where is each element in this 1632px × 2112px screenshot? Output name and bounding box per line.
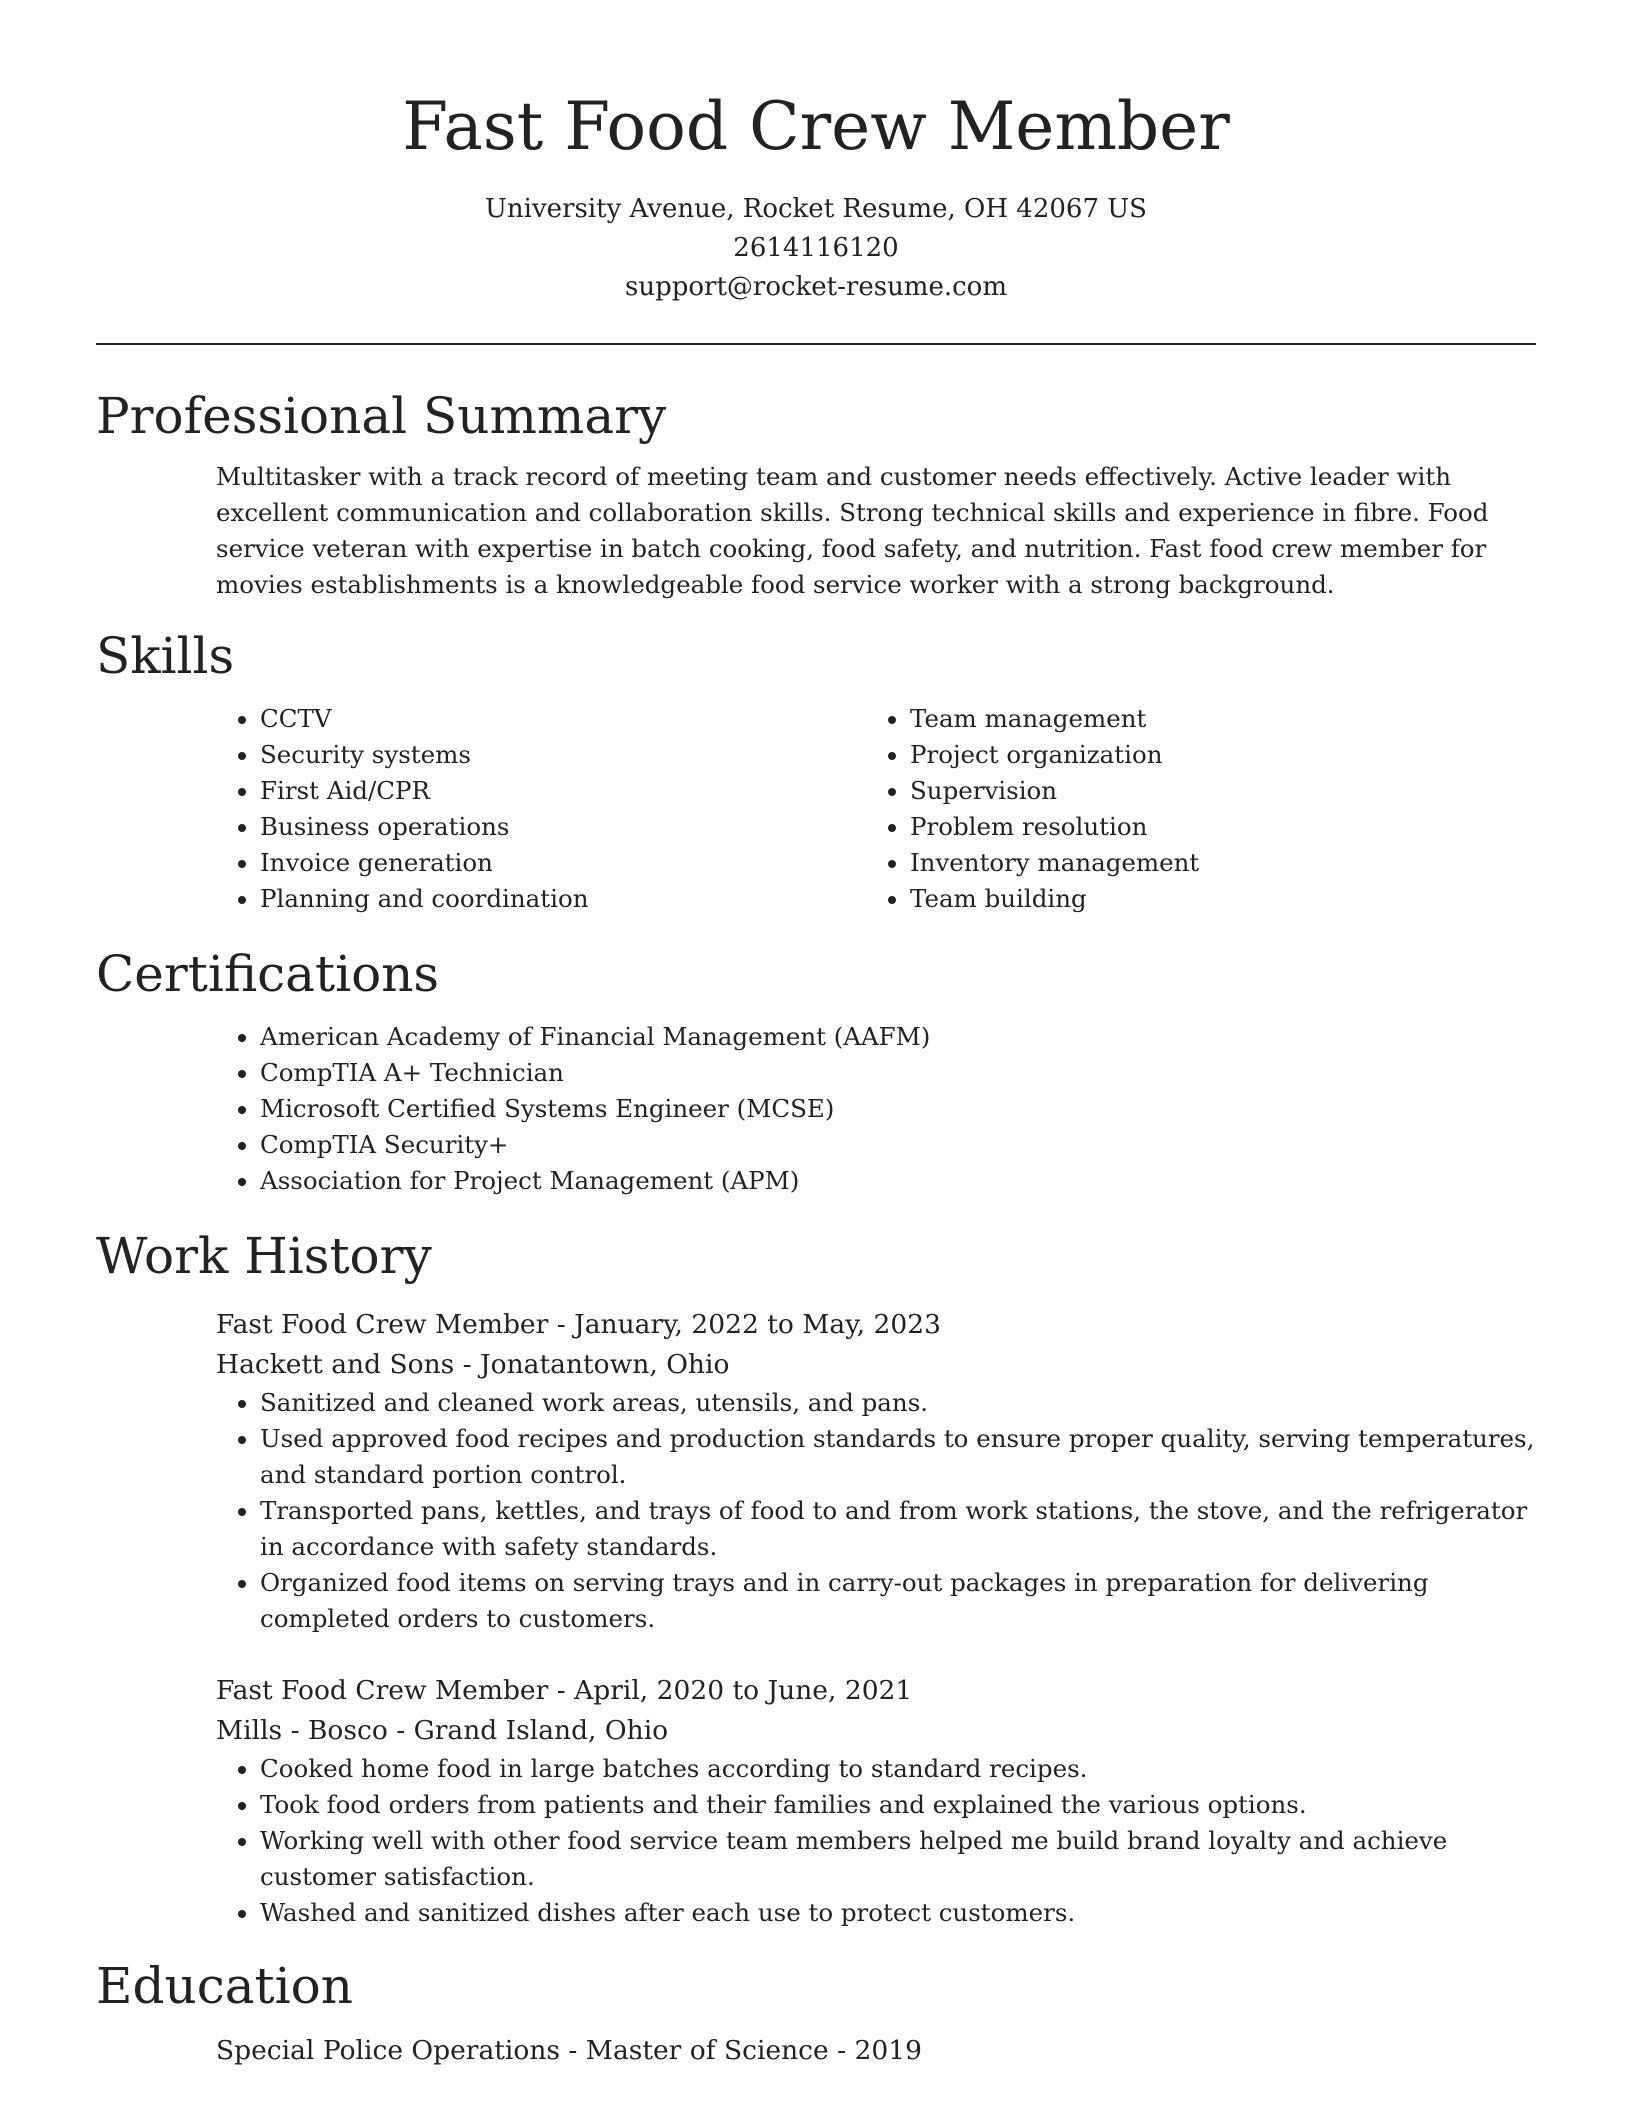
job-bullet: • Sanitized and cleaned work areas, utensils, and pans. <box>260 1385 1536 1421</box>
skill-item: • Security systems <box>260 737 866 773</box>
certifications-list <box>216 1019 1536 1199</box>
skill-item: • First Aid/CPR <box>260 773 866 809</box>
skill-item: • Business operations <box>260 809 866 845</box>
job-bullet: • Took food orders from patients and their families and explained the various options. <box>260 1787 1536 1823</box>
section-title-certifications: Certifications <box>96 945 440 1003</box>
resume-page <box>96 0 1536 2071</box>
section-title-summary: Professional Summary <box>96 387 667 445</box>
job-role-line: Fast Food Crew Member - January, 2022 to May, 2023 <box>216 1309 941 1340</box>
job-bullet: • Organized food items on serving trays and in carry-out packages in preparation for delivering completed orders to customers. <box>260 1565 1536 1637</box>
job-bullet: • Transported pans, kettles, and trays of food to and from work stations, the stove, and the refrigerator in accordance with safety standards. <box>260 1493 1536 1565</box>
certification-item: • CompTIA Security+ <box>260 1127 1536 1163</box>
contact-email: support@rocket-resume.com <box>624 272 1007 302</box>
skill-item: • Project organization <box>910 737 1516 773</box>
skill-item: • Team building <box>910 881 1516 917</box>
contact-phone: 2614116120 <box>733 233 899 263</box>
job-bullets <box>216 1385 1536 1637</box>
section-title-education: Education <box>96 1957 353 2015</box>
job-bullet: • Washed and sanitized dishes after each use to protect customers. <box>260 1895 1536 1931</box>
skill-item: • Invoice generation <box>260 845 866 881</box>
skill-item: • Supervision <box>910 773 1516 809</box>
skill-item: • Planning and coordination <box>260 881 866 917</box>
job-entry <box>216 1671 1536 1931</box>
skill-item: • Team management <box>910 701 1516 737</box>
certification-item: • Microsoft Certified Systems Engineer (MCSE) <box>260 1091 1536 1127</box>
certification-item: • CompTIA A+ Technician <box>260 1055 1536 1091</box>
skill-item: • Problem resolution <box>910 809 1516 845</box>
section-title-work-history: Work History <box>96 1227 432 1285</box>
job-bullet: • Cooked home food in large batches according to standard recipes. <box>260 1751 1536 1787</box>
header-divider <box>96 343 1536 345</box>
skill-item: • CCTV <box>260 701 866 737</box>
job-bullet: • Used approved food recipes and production standards to ensure proper quality, serving temperatures, and standard portion control. <box>260 1421 1536 1493</box>
certification-item: • Association for Project Management (APM) <box>260 1163 1536 1199</box>
section-title-skills: Skills <box>96 627 235 685</box>
certification-item: • American Academy of Financial Management (AAFM) <box>260 1019 1536 1055</box>
skill-item: • Inventory management <box>910 845 1516 881</box>
summary-text: Multitasker with a track record of meeting team and customer needs effectively. Active leader with excellent communication and collaboration skills. Strong technical skills and experience in fibre. Food service veteran with expertise in batch cooking, food safety, and nutrition. Fast food crew member for movies establishments is a knowledgeable food service worker with a strong background. <box>216 462 1489 599</box>
skills-column-left <box>216 701 866 917</box>
contact-address: University Avenue, Rocket Resume, OH 42067 US <box>485 194 1147 224</box>
skills-column-right <box>866 701 1516 917</box>
job-company-line: Hackett and Sons - Jonatantown, Ohio <box>216 1349 730 1380</box>
job-company-line: Mills - Bosco - Grand Island, Ohio <box>216 1715 669 1746</box>
skills-list <box>216 701 1536 917</box>
job-bullets <box>216 1751 1536 1931</box>
contact-block <box>96 190 1536 307</box>
job-bullet: • Working well with other food service team members helped me build brand loyalty and achieve customer satisfaction. <box>260 1823 1536 1895</box>
resume-name: Fast Food Crew Member <box>402 88 1230 165</box>
job-entry <box>216 1305 1536 1637</box>
education-entry: Special Police Operations - Master of Science - 2019 <box>216 2035 922 2066</box>
job-role-line: Fast Food Crew Member - April, 2020 to June, 2021 <box>216 1675 913 1706</box>
